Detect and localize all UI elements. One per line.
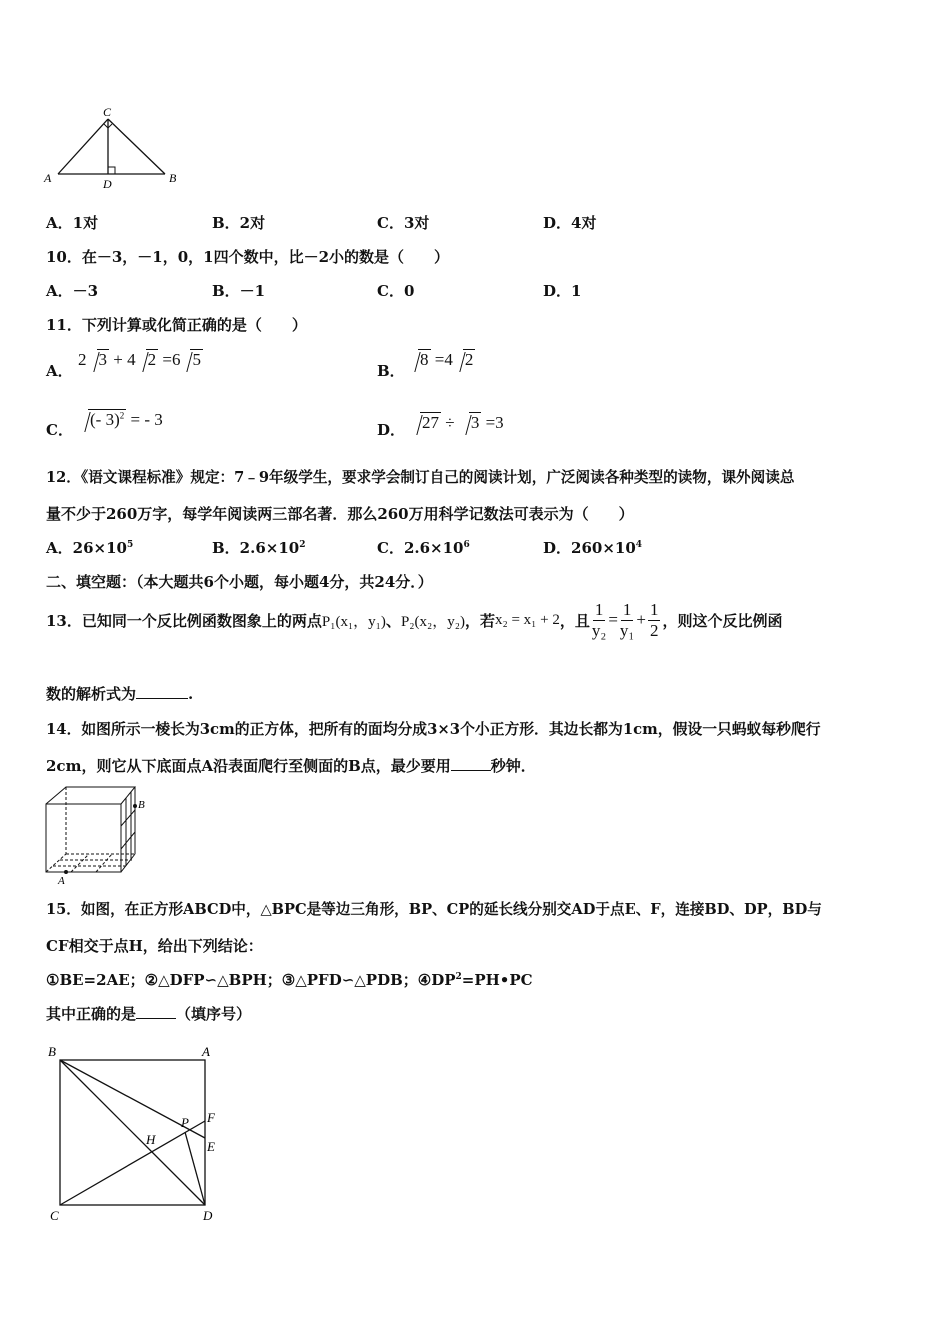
section-2-title: 二、填空题：（本大题共6个小题，每小题4分，共24分．） bbox=[46, 573, 433, 591]
q11-option-a-label: A． bbox=[46, 362, 73, 380]
q10-option-a: A．－3 bbox=[46, 282, 99, 300]
fig15-label-c: C bbox=[50, 1208, 59, 1223]
q14-answer-blank[interactable] bbox=[451, 756, 491, 771]
q12-option-d: D．$260\times 10^4$ bbox=[543, 539, 643, 557]
q14-stem-line1: 14．如图所示一棱长为3cm的正方体，把所有的面均分成3×3个小正方形．其边长都为1cm，假设一只蚂蚁每秒爬行 bbox=[46, 721, 821, 738]
fig15-label-d: D bbox=[203, 1208, 213, 1223]
point-a-dot bbox=[64, 870, 68, 874]
q11-option-d-expression: 27 ÷ 3 =3 bbox=[410, 413, 504, 433]
segment-pd bbox=[185, 1132, 205, 1205]
triangle-side-cb bbox=[108, 119, 165, 174]
q14-cube-figure bbox=[40, 784, 155, 888]
cube-label-a: A bbox=[58, 875, 65, 887]
q9-option-a: A．1对 bbox=[46, 214, 99, 232]
q14-stem-line2: 2cm，则它从下底面点A沿表面爬行至侧面的B点，最少要用 秒钟． bbox=[46, 757, 536, 775]
q15-answer-line: 其中正确的是 （填序号） bbox=[46, 1005, 252, 1023]
q10-option-c: C．0 bbox=[377, 282, 415, 300]
q12-stem-line2: 量不少于260万字，每学年阅读两三部名著．那么260万用科学记数法可表示为（ ） bbox=[46, 505, 634, 523]
label-a: A bbox=[44, 171, 52, 185]
fraction-1-over-y1: $\frac{1}{\text{y₁}}$ bbox=[619, 599, 635, 640]
q9-option-b: B．2对 bbox=[212, 214, 266, 232]
q11-option-c-label: C． bbox=[46, 421, 73, 439]
q9-option-c: C．3对 bbox=[377, 214, 430, 232]
q10-option-b: B．－1 bbox=[212, 282, 266, 300]
cube-bottom-right-edge bbox=[121, 854, 135, 872]
segment-cf bbox=[60, 1121, 205, 1205]
fraction-1-over-y2: $\frac{1}{\text{y₂}}$ bbox=[591, 599, 607, 640]
q12-option-c: C．$2.6\times 10^6$ bbox=[377, 539, 470, 557]
segment-bd bbox=[60, 1060, 205, 1205]
label-b: B bbox=[169, 171, 177, 185]
fig15-label-f: F bbox=[207, 1110, 215, 1125]
q13-stem-line1: 13．已知同一个反比例函数图象上的两点 P₁(x₁，y₁) 、 P₂(x₂，y₂) ，若 x₂ = x₁ + 2 ，且 $\frac{1}{\text{y₂}}$ = $\frac{1}{\text{y₁}}$ + $\frac{1}{2}$ ，则这个反比例函 bbox=[46, 599, 783, 640]
q11-stem: 11．下列计算或化简正确的是（ ） bbox=[46, 316, 307, 334]
q15-stem-line1: 15．如图，在正方形ABCD中，△BPC是等边三角形，BP、CP的延长线分别交AD于点E、F，连接BD、DP，BD与 bbox=[46, 901, 822, 918]
q15-square-figure bbox=[40, 1040, 230, 1225]
q10-stem: 10．在－3，－1，0，1四个数中，比－2小的数是（ ） bbox=[46, 248, 450, 266]
fig15-label-b: B bbox=[48, 1044, 56, 1059]
fraction-1-over-2: $\frac{1}{2}$ bbox=[649, 599, 659, 640]
q12-option-b: B．$2.6\times 10^2$ bbox=[212, 539, 306, 557]
label-d: D bbox=[103, 177, 112, 190]
triangle-side-ac bbox=[58, 119, 108, 174]
fig15-label-p: P bbox=[181, 1115, 189, 1130]
q15-conclusions: ①BE=2AE；②△DFP∽△BPH；③△PFD∽△PDB；$④DP^2=PH•PC$ bbox=[46, 971, 533, 989]
point-b-dot bbox=[133, 804, 137, 808]
q13-stem-line2: 数的解析式为 . bbox=[46, 685, 194, 703]
q13-answer-blank[interactable] bbox=[136, 684, 188, 699]
q9-option-d: D．4对 bbox=[543, 214, 597, 232]
fig15-label-a: A bbox=[202, 1044, 210, 1059]
q11-option-a-expression: 2 3 + 4 2 =6 5 bbox=[78, 350, 201, 369]
q15-answer-blank[interactable] bbox=[136, 1004, 176, 1019]
label-c: C bbox=[103, 105, 112, 119]
q15-stem-line2: CF相交于点H，给出下列结论： bbox=[46, 937, 263, 955]
q12-option-a: A．$26\times 10^5$ bbox=[46, 539, 134, 557]
fig15-label-h: H bbox=[146, 1132, 156, 1147]
q11-option-c-expression: (- 3)$^2$ = - 3 bbox=[78, 410, 163, 430]
q10-option-d: D．1 bbox=[543, 282, 582, 300]
q11-option-d-label: D． bbox=[377, 421, 406, 439]
cube-top-edges bbox=[46, 787, 135, 804]
fig15-label-e: E bbox=[207, 1139, 215, 1154]
q12-stem-line1: 12．《语文课程标准》规定：7﹣9年级学生，要求学会制订自己的阅读计划，广泛阅读各种类型的读物，课外阅读总 bbox=[46, 469, 795, 486]
cube-label-b: B bbox=[138, 799, 145, 811]
right-angle-mark bbox=[108, 167, 115, 174]
q11-option-b-label: B． bbox=[377, 362, 405, 380]
q11-option-b-expression: 8 =4 2 bbox=[408, 350, 475, 370]
q9-triangle-figure bbox=[40, 104, 190, 190]
